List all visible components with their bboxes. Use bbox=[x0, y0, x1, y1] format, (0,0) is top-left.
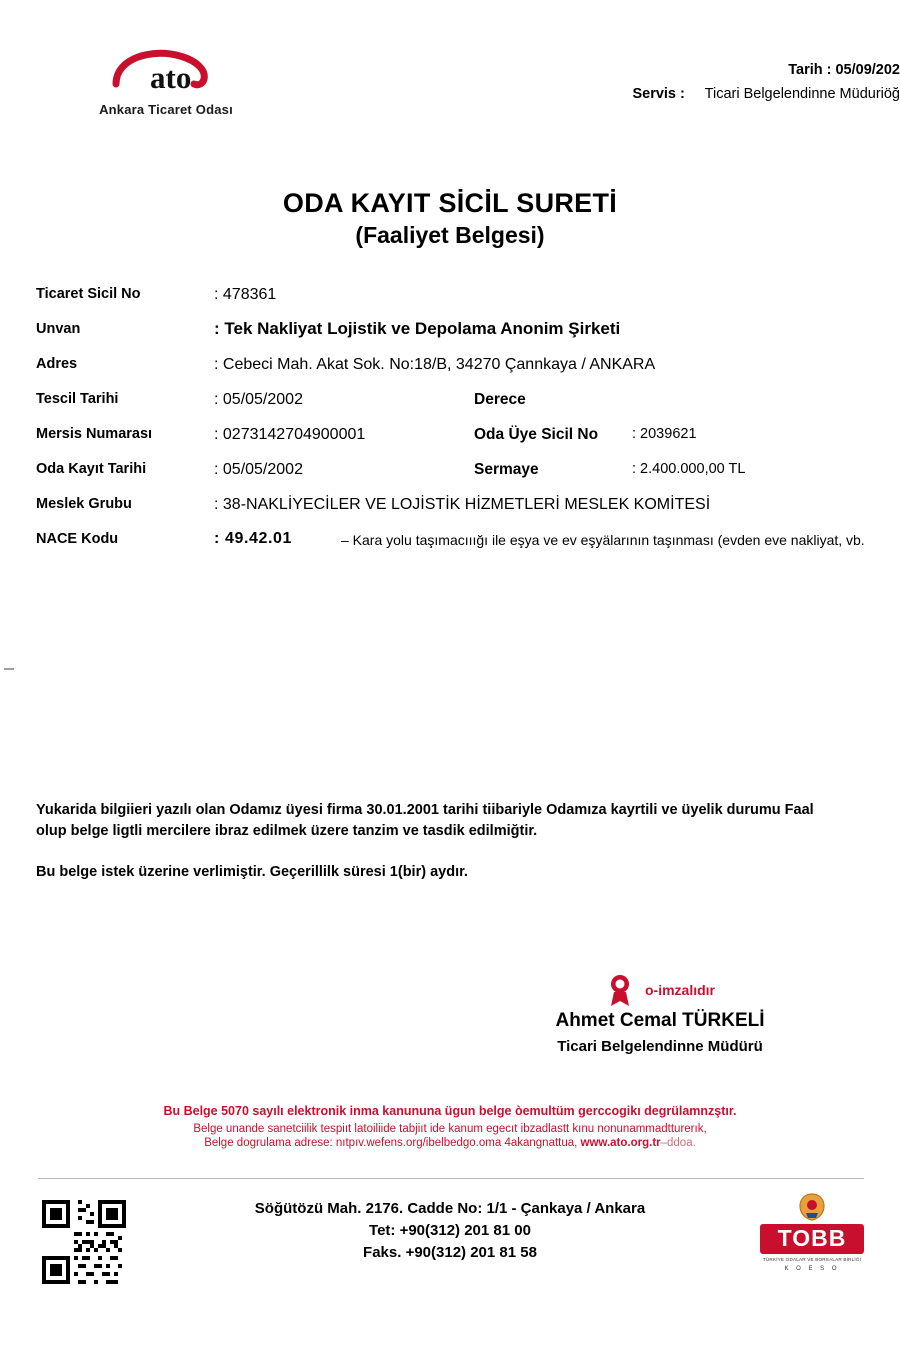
label-ticaret-sicil-no: Ticaret Sicil No bbox=[36, 286, 141, 302]
label-tescil-tarihi: Tescil Tarihi bbox=[36, 391, 119, 407]
tobb-logo-block bbox=[752, 1192, 872, 1272]
ato-logo-caption: Ankara Ticaret Odası bbox=[99, 102, 233, 117]
statement-line-1: Yukarida bilgiieri yazılı olan Odamız üyesi firma 30.01.2001 tarihi tiibariyle Odamıza kayrtili ve üyelik durumu Faal bbox=[36, 802, 814, 818]
footer-address: Söğütözü Mah. 2176. Cadde No: 1/1 - Çankaya / Ankara bbox=[254, 1200, 646, 1217]
svg-text:ato: ato bbox=[150, 60, 192, 95]
registry-fields bbox=[36, 286, 900, 573]
label-nace-kodu: NACE Kodu bbox=[36, 531, 119, 547]
tobb-emblem-icon bbox=[792, 1192, 832, 1222]
page-subtitle: (Faaliyet Belgesi) bbox=[355, 222, 545, 248]
field-row-mersis bbox=[36, 426, 900, 461]
esignature-label: o-imzalıdır bbox=[644, 982, 715, 998]
esignature-row bbox=[450, 972, 870, 1008]
header-service-row bbox=[632, 82, 900, 106]
tobb-subtitle-2: K O E S O bbox=[784, 1266, 840, 1272]
signatory-name: Ahmet Cemal TÜRKELİ bbox=[555, 1010, 765, 1031]
header-service-label: Servis : bbox=[632, 86, 685, 102]
label-adres: Adres bbox=[36, 356, 78, 372]
document-header bbox=[0, 44, 900, 140]
label-meslek-grubu: Meslek Grubu bbox=[36, 496, 132, 512]
verification-line-3-suffix: –ddoa. bbox=[660, 1137, 696, 1149]
label-mersis-numarasi: Mersis Numarası bbox=[36, 426, 153, 442]
value-sermaye: : 2.400.000,00 TL bbox=[632, 461, 746, 477]
footer-divider bbox=[38, 1178, 864, 1179]
field-row-nace-kodu bbox=[36, 531, 900, 573]
field-row-tescil-tarihi bbox=[36, 391, 900, 426]
value-unvan: : Tek Nakliyat Lojistik ve Depolama Anonim Şirketi bbox=[214, 319, 621, 338]
verification-line-2: Belge unande sanetciilik tespiıt latoiliide tabjiıt ide kanum egecıt ibzadlastt kınu nonunammadtturerık, bbox=[193, 1123, 707, 1135]
value-ticaret-sicil-no: : 478361 bbox=[214, 286, 277, 303]
document-footer bbox=[0, 1192, 900, 1312]
header-meta bbox=[632, 58, 900, 106]
tobb-wordmark: TOBB bbox=[760, 1224, 864, 1254]
ato-logo-block bbox=[36, 44, 296, 117]
field-row-ticaret-sicil-no bbox=[36, 286, 900, 321]
validity-paragraph: Bu belge istek üzerine verlimiştir. Geçerillilk süresi 1(bir) aydır. bbox=[36, 864, 468, 880]
label-derece: Derece bbox=[474, 391, 526, 408]
signature-block bbox=[450, 972, 870, 1055]
value-nace-kodu: : 49.42.01 bbox=[214, 530, 293, 547]
signatory-role: Ticari Belgelendinne Müdürü bbox=[557, 1038, 763, 1055]
tobb-subtitle: TÜRKİYE ODALAR VE BORSALAR BİRLİĞİ bbox=[762, 1257, 862, 1262]
verification-note bbox=[0, 1104, 900, 1149]
verification-line-3-text: Belge dogrulama adrese: nıtpıv.wefens.org/ibelbedgo.oma 4akangnattua, bbox=[204, 1137, 578, 1149]
page-title: ODA KAYIT SİCİL SURETİ bbox=[282, 188, 618, 218]
page-edge-mark bbox=[4, 668, 14, 670]
ato-logo-icon bbox=[106, 44, 226, 100]
label-oda-uye-sicil-no: Oda Üye Sicil No bbox=[474, 426, 599, 443]
seal-ribbon-icon bbox=[605, 973, 635, 1007]
value-tescil-tarihi: : 05/05/2002 bbox=[214, 391, 303, 408]
qr-code-icon bbox=[42, 1200, 126, 1284]
field-row-meslek-grubu bbox=[36, 496, 900, 531]
verification-website: www.ato.org.tr bbox=[580, 1137, 661, 1149]
header-date-row bbox=[632, 58, 900, 82]
footer-phone: Tet: +90(312) 201 81 00 bbox=[369, 1222, 531, 1239]
verification-line-3 bbox=[0, 1137, 900, 1149]
value-adres: : Cebeci Mah. Akat Sok. No:18/B, 34270 Çannkaya / ANKARA bbox=[214, 356, 656, 373]
statement-line-2: olup belge ligtli mercilere ibraz edilmek üzere tanzim ve tasdik edilmiğtir. bbox=[36, 823, 538, 839]
header-service-value: Ticari Belgelendinne Müduriöğ bbox=[704, 86, 900, 102]
document-title-block bbox=[0, 188, 900, 249]
verification-line-1: Bu Belge 5070 sayılı elektronik inma kanununa ügun belge òemultüm gerccogikı degrülamnzştır. bbox=[163, 1104, 737, 1118]
field-row-unvan bbox=[36, 321, 900, 356]
statement-paragraph bbox=[36, 800, 900, 842]
field-row-adres bbox=[36, 356, 900, 391]
value-oda-uye-sicil-no: : 2039621 bbox=[632, 426, 697, 442]
value-nace-description: – Kara yolu taşımacııığı ile eşya ve ev eşyälarının taşınması (evden eve nakliyat, vb. bbox=[341, 532, 865, 548]
label-unvan: Unvan bbox=[36, 321, 81, 337]
value-oda-kayit-tarihi: : 05/05/2002 bbox=[214, 461, 303, 478]
label-oda-kayit-tarihi: Oda Kayıt Tarihi bbox=[36, 461, 147, 477]
header-date-label: Tarih : bbox=[788, 62, 832, 78]
header-date-value: 05/09/202 bbox=[835, 62, 900, 78]
label-sermaye: Sermaye bbox=[474, 461, 539, 478]
footer-fax: Faks. +90(312) 201 81 58 bbox=[363, 1244, 537, 1261]
value-meslek-grubu: : 38-NAKLİYECİLER VE LOJİSTİK HİZMETLERİ MESLEK KOMİTESİ bbox=[214, 496, 711, 513]
footer-contact bbox=[160, 1198, 740, 1264]
field-row-oda-kayit-tarihi bbox=[36, 461, 900, 496]
statement-block bbox=[36, 800, 900, 880]
value-mersis-numarasi: : 0273142704900001 bbox=[214, 426, 366, 443]
